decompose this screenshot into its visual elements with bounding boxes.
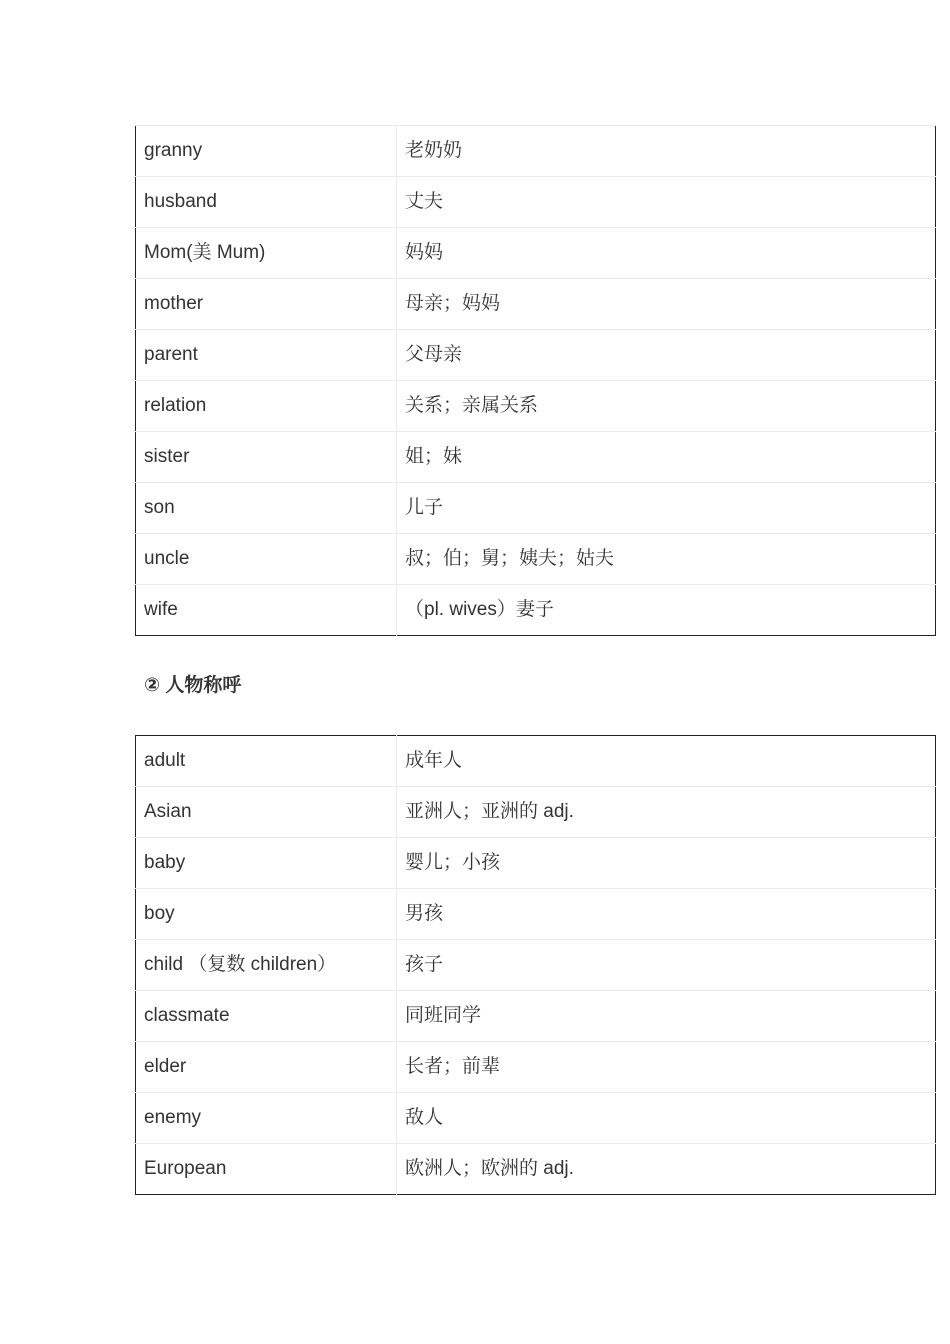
meaning-cell: 亚洲人；亚洲的 adj. (397, 787, 936, 838)
table-row (136, 279, 936, 330)
table-row (136, 126, 936, 177)
meaning-cell: 母亲；妈妈 (397, 279, 936, 330)
table-row (136, 228, 936, 279)
table-row (136, 736, 936, 787)
word-cell: mother (136, 279, 397, 330)
word-cell: child （复数 children） (136, 940, 397, 991)
word-cell: boy (136, 889, 397, 940)
meaning-cell: 长者；前辈 (397, 1042, 936, 1093)
table-row (136, 889, 936, 940)
people-vocab-table (135, 735, 936, 1195)
word-cell: elder (136, 1042, 397, 1093)
table-row (136, 940, 936, 991)
meaning-cell: 儿子 (397, 483, 936, 534)
table-row (136, 1144, 936, 1195)
word-cell: relation (136, 381, 397, 432)
table-row (136, 787, 936, 838)
meaning-cell: 姐；妹 (397, 432, 936, 483)
table-row (136, 177, 936, 228)
word-cell: wife (136, 585, 397, 636)
word-cell: Asian (136, 787, 397, 838)
meaning-cell: 欧洲人；欧洲的 adj. (405, 1158, 574, 1179)
word-cell: enemy (136, 1093, 397, 1144)
word-cell: sister (136, 432, 397, 483)
table-row (136, 432, 936, 483)
meaning-cell: 叔；伯；舅；姨夫；姑夫 (397, 534, 936, 585)
meaning-cell: 妈妈 (397, 228, 936, 279)
table-row (136, 1042, 936, 1093)
table-row (136, 838, 936, 889)
word-cell: son (136, 483, 397, 534)
meaning-cell: 敌人 (397, 1093, 936, 1144)
word-cell: granny (136, 126, 397, 177)
meaning-cell: 孩子 (397, 940, 936, 991)
meaning-cell: 老奶奶 (397, 126, 936, 177)
word-cell: European (136, 1144, 397, 1195)
meaning-cell: 关系；亲属关系 (397, 381, 936, 432)
table-row (136, 585, 936, 636)
word-cell: uncle (136, 534, 397, 585)
meaning-cell: 同班同学 (397, 991, 936, 1042)
word-cell: parent (136, 330, 397, 381)
table-row (136, 483, 936, 534)
table-row (136, 1093, 936, 1144)
section-heading: ② 人物称呼 (144, 675, 242, 696)
word-cell: Mom(美 Mum) (136, 228, 397, 279)
meaning-cell: 父母亲 (397, 330, 936, 381)
table-row (136, 381, 936, 432)
meaning-cell: 丈夫 (397, 177, 936, 228)
table-row (136, 991, 936, 1042)
meaning-cell: （pl. wives）妻子 (405, 599, 554, 620)
family-vocab-table (135, 125, 936, 636)
meaning-cell: 婴儿；小孩 (397, 838, 936, 889)
word-cell: classmate (136, 991, 397, 1042)
table-row (136, 534, 936, 585)
word-cell: baby (136, 838, 397, 889)
meaning-cell: 成年人 (397, 736, 936, 787)
table-row (136, 330, 936, 381)
word-cell: husband (136, 177, 397, 228)
meaning-cell: 男孩 (397, 889, 936, 940)
word-cell: adult (136, 736, 397, 787)
